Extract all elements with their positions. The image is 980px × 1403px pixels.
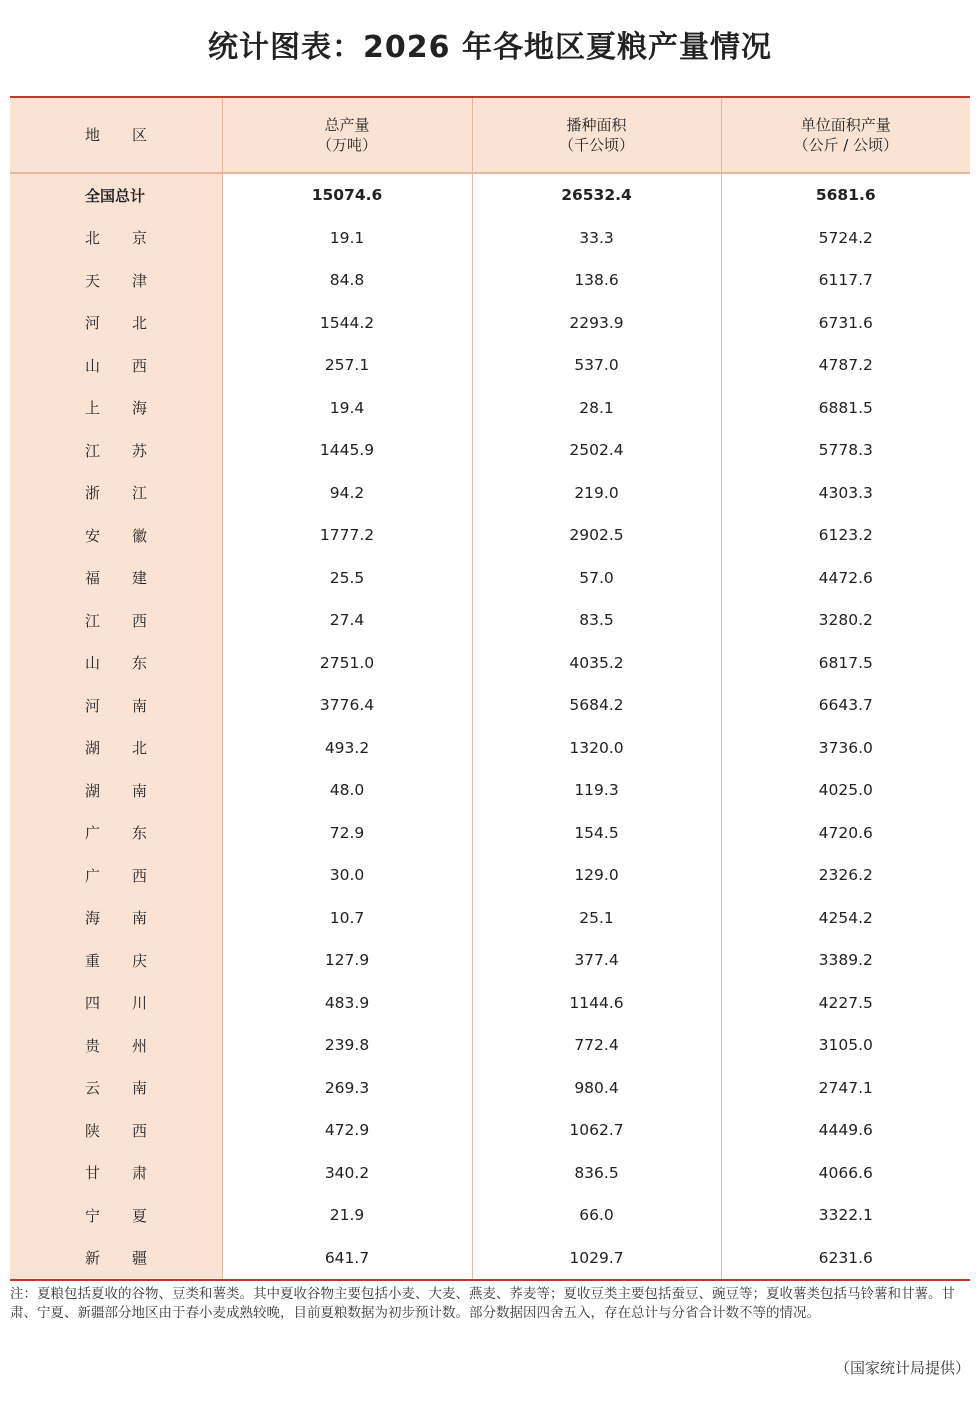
production-cell: 1777.2 (222, 514, 472, 557)
table-row (10, 1067, 970, 1110)
area-cell: 154.5 (472, 812, 721, 855)
table-row (10, 812, 970, 855)
region-cell (10, 982, 222, 1025)
region-char1: 陕 (85, 1121, 101, 1140)
area-cell: 83.5 (472, 599, 721, 642)
region-char1: 云 (85, 1079, 101, 1098)
yield-cell: 2326.2 (818, 866, 873, 885)
region-cell (10, 854, 222, 897)
total-yield: 5681.6 (815, 186, 876, 205)
region-char1: 甘 (85, 1164, 101, 1183)
region-char1: 四 (85, 994, 101, 1013)
bottom-rule (10, 1279, 970, 1281)
region-char2: 建 (131, 569, 147, 588)
region-char2: 西 (131, 356, 147, 375)
table-row (10, 599, 970, 642)
header-yield-label: 单位面积产量 (800, 116, 891, 134)
summer-grain-table (10, 98, 970, 1279)
production-cell: 10.7 (222, 897, 472, 940)
region-char2: 西 (131, 1121, 147, 1140)
region-cell (10, 1194, 222, 1237)
yield-cell: 6231.6 (818, 1248, 873, 1267)
region-cell (10, 557, 222, 600)
production-cell: 21.9 (222, 1194, 472, 1237)
region-char2: 夏 (131, 1206, 147, 1225)
area-cell: 1320.0 (472, 727, 721, 770)
region-char2: 东 (131, 654, 147, 673)
area-cell: 537.0 (472, 344, 721, 387)
region-cell (10, 429, 222, 472)
header-production (222, 98, 472, 173)
region-char1: 天 (85, 271, 101, 290)
region-char1: 河 (85, 696, 101, 715)
production-cell: 127.9 (222, 939, 472, 982)
table-row (10, 472, 970, 515)
region-char2: 川 (131, 994, 147, 1013)
yield-cell: 6643.7 (818, 696, 873, 715)
total-region-label: 全国总计 (10, 173, 222, 217)
area-cell: 33.3 (472, 217, 721, 260)
area-cell: 57.0 (472, 557, 721, 600)
region-cell (10, 727, 222, 770)
region-char1: 山 (85, 356, 101, 375)
production-cell: 72.9 (222, 812, 472, 855)
region-char2: 肃 (131, 1164, 147, 1183)
table-row (10, 557, 970, 600)
production-cell: 30.0 (222, 854, 472, 897)
region-cell (10, 684, 222, 727)
production-cell: 84.8 (222, 259, 472, 302)
header-yield (721, 98, 970, 173)
production-cell: 340.2 (222, 1152, 472, 1195)
yield-cell: 6731.6 (818, 313, 873, 332)
production-cell: 239.8 (222, 1024, 472, 1067)
region-cell (10, 514, 222, 557)
production-cell: 2751.0 (222, 642, 472, 685)
region-char1: 江 (85, 441, 101, 460)
header-area-label: 播种面积 (566, 116, 627, 134)
region-cell (10, 939, 222, 982)
production-cell: 27.4 (222, 599, 472, 642)
region-char2: 北 (131, 314, 147, 333)
production-cell: 1445.9 (222, 429, 472, 472)
region-char1: 北 (85, 229, 101, 248)
table-row (10, 1024, 970, 1067)
footnote: 注：夏粮包括夏收的谷物、豆类和薯类。其中夏收谷物主要包括小麦、大麦、燕麦、荞麦等；夏收豆类主要包括蚕豆、豌豆等；夏收薯类包括马铃薯和甘薯。甘肃、宁夏、新疆部分地区由于春小麦成熟较晚，目前夏粮数据为初步预计数。部分数据因四舍五入，存在总计与分省合计数不等的情况。 (10, 1286, 955, 1321)
production-cell: 641.7 (222, 1237, 472, 1280)
yield-cell: 6881.5 (818, 398, 873, 417)
region-char1: 广 (85, 824, 101, 843)
table-row (10, 514, 970, 557)
region-char2: 南 (131, 909, 147, 928)
area-cell: 138.6 (472, 259, 721, 302)
table-row (10, 727, 970, 770)
region-char2: 江 (131, 484, 147, 503)
yield-cell: 4472.6 (818, 568, 873, 587)
table-row (10, 217, 970, 260)
region-char1: 江 (85, 611, 101, 630)
region-char1: 宁 (85, 1206, 101, 1225)
table-header-row (10, 98, 970, 173)
production-cell: 3776.4 (222, 684, 472, 727)
area-cell: 2293.9 (472, 302, 721, 345)
region-char2: 庆 (131, 951, 147, 970)
region-char1: 新 (85, 1249, 101, 1268)
region-char2: 徽 (131, 526, 147, 545)
page-title: 统计图表：2026 年各地区夏粮产量情况 (208, 30, 772, 65)
table-row (10, 982, 970, 1025)
region-cell (10, 387, 222, 430)
region-char1: 山 (85, 654, 101, 673)
production-cell: 493.2 (222, 727, 472, 770)
region-cell (10, 259, 222, 302)
yield-cell: 6123.2 (818, 526, 873, 545)
region-char1: 海 (85, 909, 101, 928)
area-cell: 980.4 (472, 1067, 721, 1110)
region-char1: 福 (85, 569, 101, 588)
region-cell (10, 344, 222, 387)
yield-cell: 6817.5 (818, 653, 873, 672)
region-char1: 湖 (85, 739, 101, 758)
region-char2: 津 (131, 271, 147, 290)
header-region-char2: 区 (131, 126, 147, 144)
area-cell: 129.0 (472, 854, 721, 897)
area-cell: 2902.5 (472, 514, 721, 557)
yield-cell: 4227.5 (818, 993, 873, 1012)
area-cell: 1029.7 (472, 1237, 721, 1280)
region-cell (10, 1067, 222, 1110)
region-cell (10, 642, 222, 685)
area-cell: 836.5 (472, 1152, 721, 1195)
region-char1: 广 (85, 866, 101, 885)
yield-cell: 4303.3 (818, 483, 873, 502)
region-char1: 上 (85, 399, 101, 418)
region-char1: 浙 (85, 484, 101, 503)
header-region-char1: 地 (85, 126, 101, 144)
region-char2: 州 (131, 1036, 147, 1055)
region-cell (10, 812, 222, 855)
yield-cell: 4254.2 (818, 908, 873, 927)
area-cell: 119.3 (472, 769, 721, 812)
region-char2: 南 (131, 781, 147, 800)
region-char2: 西 (131, 866, 147, 885)
region-cell (10, 217, 222, 260)
table-row (10, 1109, 970, 1152)
area-cell: 4035.2 (472, 642, 721, 685)
table-row (10, 769, 970, 812)
table-row (10, 429, 970, 472)
area-cell: 2502.4 (472, 429, 721, 472)
region-char2: 南 (131, 1079, 147, 1098)
table-row (10, 302, 970, 345)
table-row (10, 642, 970, 685)
area-cell: 219.0 (472, 472, 721, 515)
production-cell: 94.2 (222, 472, 472, 515)
source-credit: （国家统计局提供） (834, 1359, 970, 1377)
header-yield-unit: （公斤 / 公顷） (793, 136, 899, 154)
yield-cell: 4787.2 (818, 356, 873, 375)
production-cell: 257.1 (222, 344, 472, 387)
header-production-label: 总产量 (324, 116, 370, 134)
region-cell (10, 472, 222, 515)
production-cell: 48.0 (222, 769, 472, 812)
area-cell: 5684.2 (472, 684, 721, 727)
yield-cell: 3105.0 (818, 1036, 873, 1055)
region-cell (10, 599, 222, 642)
yield-cell: 4025.0 (818, 781, 873, 800)
production-cell: 472.9 (222, 1109, 472, 1152)
region-cell (10, 1109, 222, 1152)
region-char1: 湖 (85, 781, 101, 800)
yield-cell: 2747.1 (818, 1078, 873, 1097)
area-cell: 25.1 (472, 897, 721, 940)
region-char2: 疆 (131, 1249, 147, 1268)
region-char2: 北 (131, 739, 147, 758)
table-row (10, 1237, 970, 1280)
yield-cell: 3389.2 (818, 951, 873, 970)
yield-cell: 3736.0 (818, 738, 873, 757)
total-area: 26532.4 (472, 173, 721, 217)
header-area (472, 98, 721, 173)
area-cell: 772.4 (472, 1024, 721, 1067)
table-row (10, 259, 970, 302)
yield-cell: 6117.7 (818, 271, 873, 290)
area-cell: 377.4 (472, 939, 721, 982)
header-region (10, 98, 222, 173)
region-char2: 西 (131, 611, 147, 630)
table-row-total (10, 173, 970, 217)
yield-cell: 4066.6 (818, 1163, 873, 1182)
yield-cell: 4449.6 (818, 1121, 873, 1140)
production-cell: 19.1 (222, 217, 472, 260)
data-table-container (10, 96, 970, 1281)
header-production-unit: （万吨） (316, 136, 377, 154)
region-char2: 东 (131, 824, 147, 843)
production-cell: 25.5 (222, 557, 472, 600)
region-cell (10, 897, 222, 940)
header-area-unit: （千公顷） (558, 136, 634, 154)
production-cell: 1544.2 (222, 302, 472, 345)
region-char1: 河 (85, 314, 101, 333)
production-cell: 269.3 (222, 1067, 472, 1110)
region-char2: 苏 (131, 441, 147, 460)
table-row (10, 684, 970, 727)
region-char1: 重 (85, 951, 101, 970)
total-production: 15074.6 (222, 173, 472, 217)
region-char2: 京 (131, 229, 147, 248)
production-cell: 19.4 (222, 387, 472, 430)
region-char1: 安 (85, 526, 101, 545)
production-cell: 483.9 (222, 982, 472, 1025)
table-row (10, 854, 970, 897)
area-cell: 28.1 (472, 387, 721, 430)
region-cell (10, 1024, 222, 1067)
table-row (10, 939, 970, 982)
table-row (10, 1152, 970, 1195)
yield-cell: 5778.3 (818, 441, 873, 460)
yield-cell: 3322.1 (818, 1206, 873, 1225)
table-row (10, 344, 970, 387)
region-char1: 贵 (85, 1036, 101, 1055)
area-cell: 66.0 (472, 1194, 721, 1237)
area-cell: 1062.7 (472, 1109, 721, 1152)
region-char2: 南 (131, 696, 147, 715)
region-cell (10, 302, 222, 345)
region-cell (10, 1152, 222, 1195)
yield-cell: 4720.6 (818, 823, 873, 842)
table-row (10, 387, 970, 430)
table-row (10, 897, 970, 940)
region-cell (10, 1237, 222, 1280)
yield-cell: 5724.2 (818, 228, 873, 247)
table-row (10, 1194, 970, 1237)
area-cell: 1144.6 (472, 982, 721, 1025)
yield-cell: 3280.2 (818, 611, 873, 630)
region-char2: 海 (131, 399, 147, 418)
region-cell (10, 769, 222, 812)
